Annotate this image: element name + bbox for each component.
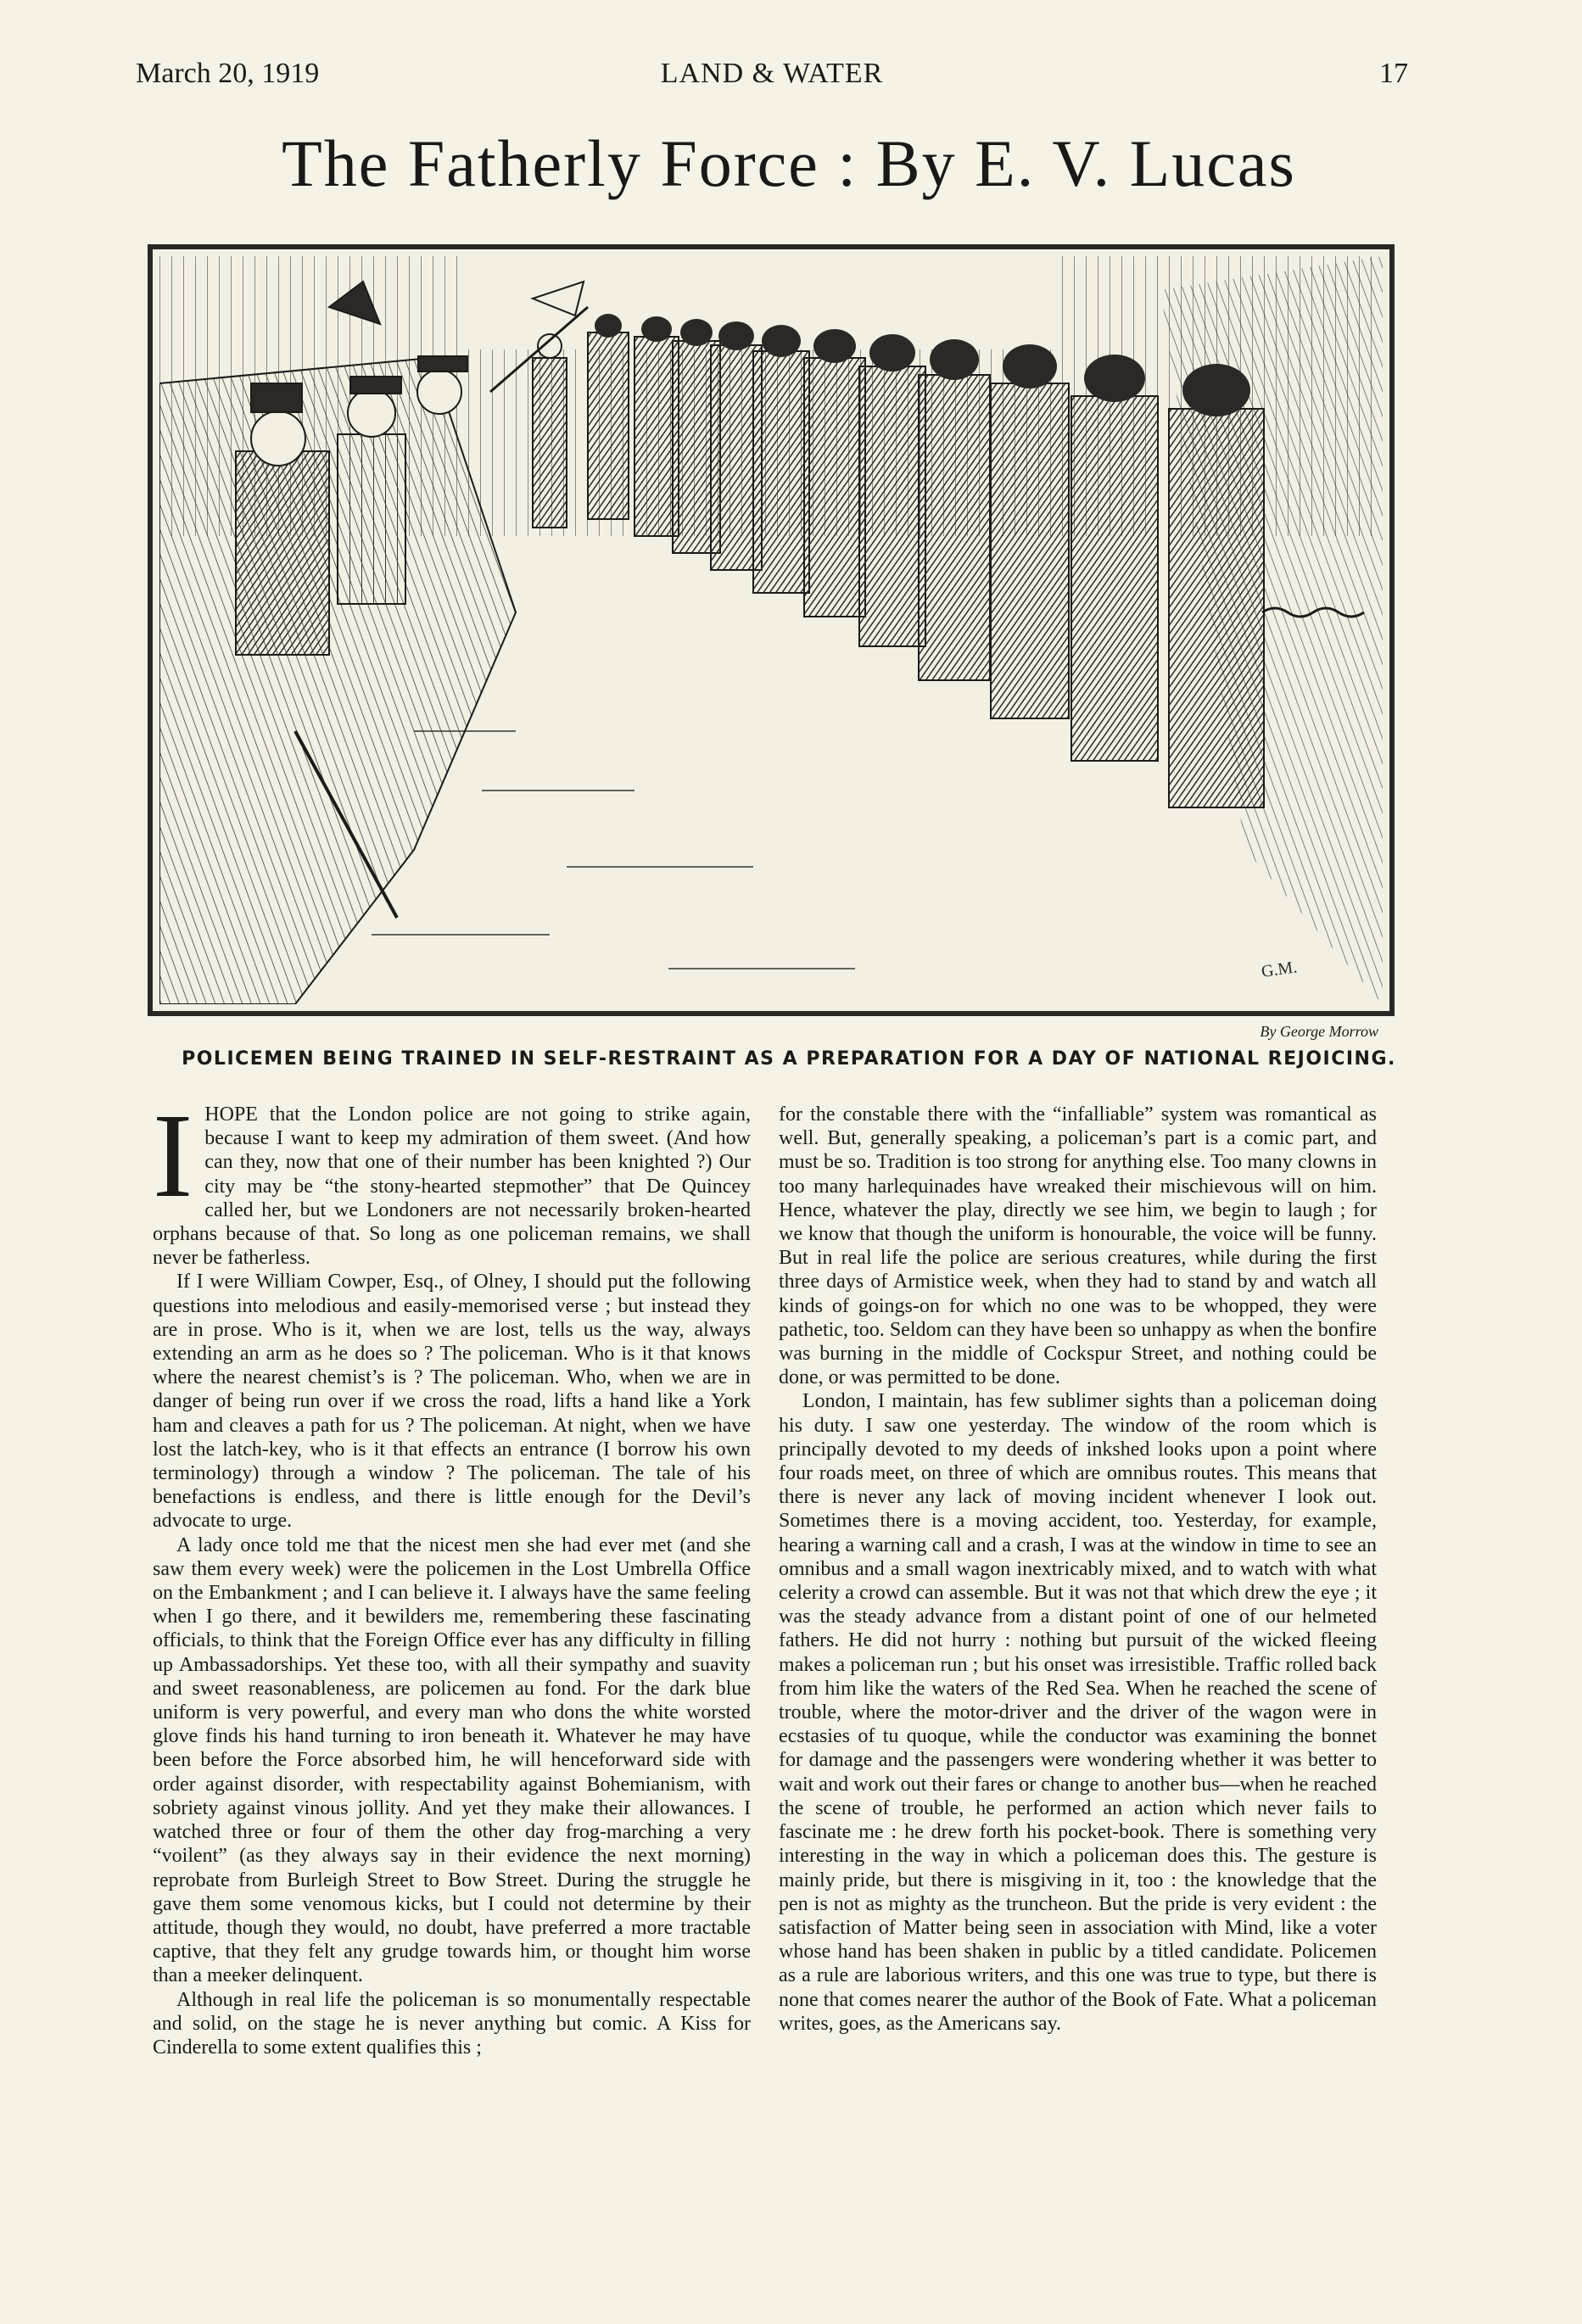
cartoon-drawing [159, 256, 1383, 1004]
issue-date: March 20, 1919 [136, 58, 320, 89]
page-header [136, 58, 1408, 109]
article-title: The Fatherly Force : By E. V. Lucas [282, 126, 1296, 200]
paragraph: A lady once told me that the nicest men she had ever met (and she saw them every week) were the policemen in the Lost Umbrella Office on the Embankment ; and I can believe it. I always have the same feeling when I go there, and it bewilders me, remembering these fascinating officials, to think that the Foreign Office ever has any difficulty in filling up Ambassadorships. Yet these too, with all their sympathy and suavity and sweet reasonableness, are policemen au fond. For the dark blue uniform is very powerful, and every man who dons the white worsted glove finds his hand turning to iron beneath it. Whatever he may have been before the Force absorbed him, he will henceforward side with order against disorder, with respectability against Bohemianism, with sobriety against vinous jollity. And yet they make their allowances. I watched three or four of them the other day frog-marching a very “voilent” (as they always say in their evidence the next morning) reprobate from Burleigh Street to Bow Street. During the struggle he gave them some venomous kicks, but I could not determine by their attitude, though they would, no doubt, have preferred a more tractable captive, that they felt any grudge towards him, or thought him worse than a meeker delinquent. [153, 1534, 751, 1987]
illustration-caption: POLICEMEN BEING TRAINED IN SELF-RESTRAINT AS A PREPARATION FOR A DAY OF NATIONAL REJOICING. [182, 1048, 1396, 1070]
svg-text:G.M.: G.M. [1260, 958, 1299, 981]
paragraph-text: HOPE that the London police are not going to strike again, because I want to keep my admiration of them sweet. (And how can they, now that one of their number has been knighted ?) Our city may be “the stony-hearted stepmother” that De Quincey called her, but we Londoners are not necessarily broken-hearted orphans because of that. So long as one policeman remains, we shall never be fatherless. [153, 1103, 751, 1270]
paragraph: for the constable there with the “infalliable” system was romantical as well. But, generally speaking, a policeman’s part is a comic part, and must be so. Tradition is too strong for anything else. Too many clowns in too many harlequinades have wreaked their mischievous will on him. Hence, whatever the play, directly we see him, we begin to laugh ; for we know that though the uniform is honourable, the voice will be funny. But in real life the police are serious creatures, while during the first three days of Armistice week, when they had to stand by and watch all kinds of goings-on for which no one was to be whopped, they were pathetic, too. Seldom can they have been so unhappy as when the bonfire was burning in the middle of Cockspur Street, and nothing could be done, or was permitted to be done. [779, 1103, 1377, 1389]
article-column-right [779, 1103, 1377, 2205]
paragraph [153, 1103, 751, 1270]
paragraph: If I were William Cowper, Esq., of Olney, I should put the following questions into melodious and easily-memorised verse ; but instead they are in prose. Who is it, when we are lost, tells us the way, always extending an arm as he does so ? The policeman. Who is it that knows where the nearest chemist’s is ? The policeman. Who, when we are in danger of being run over if we cross the road, lifts a hand like a York ham and cleaves a path for us ? The policeman. At night, when we have lost the latch-key, who is it that effects an entrance (I borrow his own terminology) through a window ? The policeman. The tale of his benefactions is endless, and there is little enough for the Devil’s advocate to urge. [153, 1271, 751, 1533]
cartoon-illustration [148, 244, 1395, 1016]
article-column-left [153, 1103, 751, 2205]
drop-cap: I [153, 1103, 193, 1222]
page-number: 17 [1379, 58, 1408, 89]
paragraph: Although in real life the policeman is so monumentally respectable and solid, on the stage he is never anything but comic. A Kiss for Cinderella to some extent qualifies this ; [153, 1988, 751, 2059]
paragraph: London, I maintain, has few sublimer sights than a policeman doing his duty. I saw one yesterday. The window of the room which is principally devoted to my deeds of inkshed looks upon a point where four roads meet, on three of which are omnibus routes. This means that there is never any lack of moving incident whenever I look out. Sometimes there is a moving accident, too. Yesterday, for example, hearing a warning call and a crash, I was at the window in time to see an omnibus and a small wagon inextricably mixed, and to watch with what celerity a crowd can assemble. But it was not that which drew the eye ; it was the steady advance from a distant point of one of our helmeted fathers. He did not hurry : nothing but pursuit of the wicked fleeing makes a policeman run ; but his onset was irresistible. Traffic rolled back from him like the waters of the Red Sea. When he reached the scene of trouble, where the motor-driver and the driver of the wagon were in ecstasies of tu quoque, while the conductor was examining the bonnet for damage and the passengers were wondering whether it was better to wait and work out their fares or change to another bus—when he reached the scene of trouble, he performed an action which never fails to fascinate me : he drew forth his pocket-book. There is something very interesting in the way in which a policeman does this. The gesture is mainly pride, but there is misgiving in it, too : the knowledge that the pen is not as mighty as the truncheon. But the pride is very evident : the satisfaction of Matter being seen in association with Mind, like a voter whose hand has been shaken in public by a titled candidate. Policemen as a rule are laborious writers, and this one was true to type, but there is none that comes nearer the author of the Book of Fate. What a policeman writes, goes, as the Americans say. [779, 1390, 1377, 2035]
publication-name: LAND & WATER [660, 58, 884, 89]
illustration-credit: By George Morrow [1260, 1023, 1378, 1040]
